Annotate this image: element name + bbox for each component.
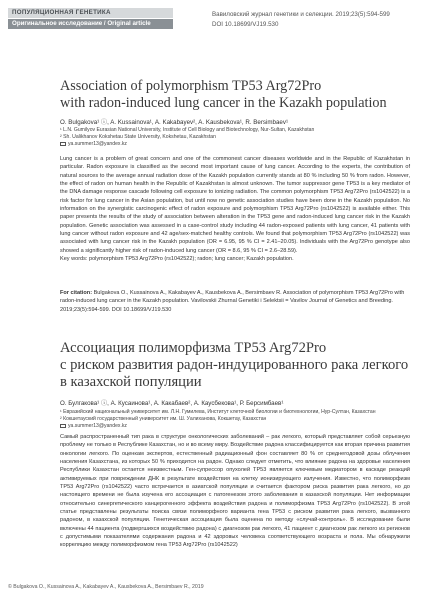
abstract-en-text: Lung cancer is a problem of great concern and one of the commonest cancer diseases worldwide and in the Republic of Kazakhstan in particular. Radon exposure is classified as the second most important cause of lung cancer. According to the experts, the contribution of natural sources to the average annual radiation dose of the Kazakh population currently stands at 80 % including 50 % from radon. However, the effect of radon on human health in the Republic of Kazakhstan is almost unknown. The tumor suppressor gene TP53 is a key mediator of the DNA damage response cascade following cell exposure to ionizing radiation. The common polymorphism TP53 Arg72Pro (rs1042522) is a risk factor for lung cancer in the Asian population, but until now no genetic association studies have been done in the Kazakh population. No information on the synergistic carcinogenic effect of radon exposure and polymorphism TP53 Arg72Pro (rs1042522) is available either. This paper presents the results of the study of association between alteration in the TP53 gene and radon-induced lung cancer risk in the Kazakh population. Genetic association was assessed in a case-control study including 44 radon-exposed patients with lung cancer, 41 patients with lung cancer without radon exposure and 42 age/sex-matched healthy controls. We found that polymorphism TP53 Arg72Pro (rs1042522) was associated with lung cancer risk in the Kazakh population (OR = 6.95, 95 % CI = 2.41–20.05). Individuals with the Arg72Pro genotype also showed a significantly higher risk of radon-induced lung cancer (OR = 8.6, 95 % CI = 2.6–28.59). bbox=[60, 156, 410, 254]
doi[interactable]: DOI 10.18699/VJ19.530 bbox=[212, 20, 279, 28]
copyright: © Bulgakova O., Kussainova A., Kakabayev A., Kausbekova A., Bersimbaev R., 2019 bbox=[8, 584, 204, 590]
citation bbox=[60, 289, 410, 314]
email-en-row bbox=[60, 141, 400, 148]
affiliation-ru-1: ¹ Евразийский национальный университет им. Л.Н. Гумилева, Институт клеточной биологии и биотехнологии, Нур-Султан, Казахстан bbox=[60, 409, 376, 415]
affiliations-en bbox=[60, 127, 400, 148]
affiliation-en-1: ¹ L.N. Gumilyov Eurasian National University, Institute of Cell Biology and Biotechnology, Nur-Sultan, Kazakhstan bbox=[60, 127, 315, 133]
title-ru-line1: Ассоциация полиморфизма TP53 Arg72Pro bbox=[60, 340, 327, 356]
category-label: ПОПУЛЯЦИОННАЯ ГЕНЕТИКА bbox=[8, 8, 173, 18]
affiliation-en-2: ² Sh. Ualikhanov Kokshetau State University, Kokshetau, Kazakhstan bbox=[60, 134, 216, 140]
email-en[interactable]: ya.summer13@yandex.kz bbox=[68, 141, 127, 147]
abstract-ru: Самый распространенный тип рака в структуре онкологических заболеваний – рак легкого, который представляет собой серьезную проблему не только в Республике Казахстан, но и во всему миру. Воздействие радона классифицируется как вторая причина развития онкологии легкого. По оценкам экспертов, естественный радиационный фон составляет 80 % от среднегодовой дозы облучения населения Казахстана, из которых 50 % приходится на радон. Однако следует отметить, что влияние радона на здоровье населения Республики Казахстан остается неизвестным. Ген-супрессор опухолей TP53 является ключевым медиатором в каскаде реакций активируемых при повреждении ДНК в результате воздействия на клетку ионизирующего излучения. Известно, что полиморфизм TP53 Arg72Pro (rs1042522) часто встречается в азиатской популяции и считается фактором риска развития рака легкого, но до настоящего времени не была изучена его ассоциация с патогенезом этого заболевания в казахской популяции. Нет информации относительно синергетического канцерогенного эффекта воздействия радона и полиморфизма TP53 Arg72Pro (rs1042522). В этой статье представлены результаты поиска связи полиморфного варианта гена TP53 с риском развития рака легкого, вызванного радоном, в казахской популяции. Генетическая ассоциация была оценена по методу «случай-контроль». В исследование были включены 44 пациента (подвергшихся воздействию радона) с диагнозом рак легкого, 41 пациент с диагнозом рак легкого из регионов с допустимыми показателями содержания радона и 42 здоровых человека соответствующего возраста и пола. Мы обнаружили корреляцию между полиморфизмом гена TP53 Arg72Pro (rs1042522) bbox=[60, 434, 410, 549]
email-ru[interactable]: ya.summer13@yandex.kz bbox=[68, 423, 127, 429]
envelope-icon bbox=[60, 424, 66, 428]
journal-info bbox=[212, 10, 390, 29]
title-en-line1: Association of polymorphism TP53 Arg72Pro bbox=[60, 78, 322, 94]
keywords-en: Key words: polymorphism TP53 Arg72Pro (rs1042522); radon; lung cancer; Kazakh population. bbox=[60, 256, 294, 263]
citation-text: Bulgakova O., Kussainova A., Kakabayev A., Kausbekova A., Bersimbaev R. Association of polymorphism TP53 Arg72Pro with radon-induced lung cancer in the Kazakh population. Vavilovskii Zhurnal Genetiki i Selektsii = Vavilov Journal of Genetics and Breeding. 2019;23(5):594-599. DOI 10.18699/VJ19.530 bbox=[60, 290, 405, 313]
authors-en: O. Bulgakova¹ ⓘ, A. Kussainova¹, A. Kakabayev², A. Kausbekova¹, R. Bersimbaev¹ bbox=[60, 119, 289, 126]
abstract-en bbox=[60, 155, 410, 263]
journal-line: Вавиловский журнал генетики и селекции. 2019;23(5):594-599 bbox=[212, 11, 390, 18]
title-ru-line3: в казахской популяции bbox=[60, 374, 202, 390]
title-en-line2: with radon-induced lung cancer in the Kazakh population bbox=[60, 95, 387, 111]
citation-label: For citation: bbox=[60, 290, 93, 296]
email-ru-row bbox=[60, 423, 400, 430]
affiliations-ru bbox=[60, 409, 400, 430]
article-type-label: Оригинальное исследование / Original article bbox=[8, 19, 173, 29]
affiliation-ru-2: ² Кокшетауский государственный университет им. Ш. Уалиханова, Кокшетау, Казахстан bbox=[60, 416, 267, 422]
envelope-icon bbox=[60, 142, 66, 146]
authors-ru: О. Булгакова¹ ⓘ, А. Кусаинова¹, А. Какабаев², А. Каусбекова¹, Р. Берсимбаев¹ bbox=[60, 400, 284, 407]
header-left bbox=[8, 8, 173, 29]
title-en bbox=[60, 78, 410, 112]
title-ru-line2: с риском развития радон-индуцированного рака легкого bbox=[60, 357, 409, 373]
title-ru bbox=[60, 340, 410, 391]
